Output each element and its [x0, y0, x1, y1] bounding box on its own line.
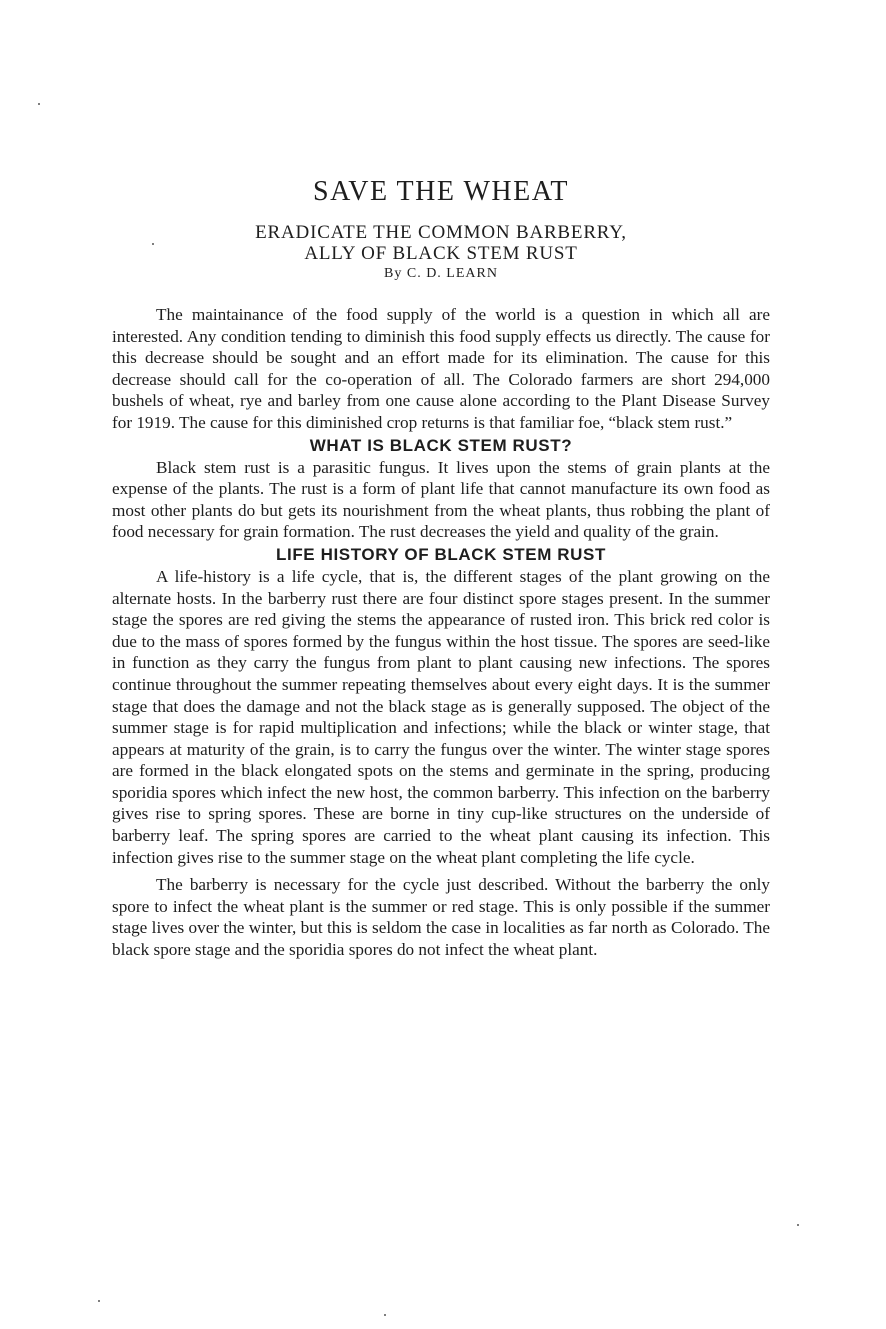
article-subtitle-line2: ALLY OF BLACK STEM RUST: [304, 243, 578, 264]
scan-speck: [797, 1224, 799, 1226]
intro-paragraph: The maintainance of the food supply of the world is a question in which all are interested. Any condition tending to diminish this food supply effects us directly. The cause for this decrease should be sought and an effort made for its elimination. The cause for this decrease should call for the co-operation of all. The Colorado farmers are short 294,000 bushels of wheat, rye and barley from one cause alone according to the Plant Disease Survey for 1919. The cause for this diminished crop returns is that familiar foe, “black stem rust.”: [112, 305, 770, 432]
scan-speck: [38, 103, 40, 105]
what-is-rust-paragraph: Black stem rust is a parasitic fungus. It lives upon the stems of grain plants at the expense of the plants. The rust is a form of plant life that cannot manufacture its own food as most other plants do but gets its nourishment from the wheat plants, thus robbing the plant of food necessary for grain formation. The rust decreases the yield and quality of the grain.: [112, 457, 770, 542]
section-heading-what-is-black-stem-rust: WHAT IS BLACK STEM RUST?: [309, 435, 573, 455]
article-subtitle-line1: ERADICATE THE COMMON BARBERRY,: [255, 222, 627, 243]
life-history-paragraph: A life-history is a life cycle, that is, the different stages of the plant growing on the alternate hosts. In the barberry rust there are four distinct spore stages present. In the summer stage the spores are red giving the stems the appearance of rusted iron. This brick red color is due to the mass of spores formed by the fungus within the host tissue. The spores are seed-like in function as they carry the fungus from plant to plant causing new infections. The spores continue throughout the summer repeating themselves about every eight days. It is the summer stage that does the damage and not the black stage as is generally supposed. The object of the summer stage is for rapid multiplication and infections; while the black or winter stage, that appears at maturity of the grain, is to carry the fungus over the winter. The winter stage spores are formed in the black elongated spots on the stems and germinate in the spring, producing sporidia spores which infect the new host, the common barberry. This infection on the barberry gives rise to spring spores. These are borne in tiny cup-like structures on the underside of barberry leaf. The spring spores are carried to the wheat plant causing its infection. This infection gives rise to the summer stage on the wheat plant completing the life cycle.: [112, 566, 770, 867]
scan-speck: [384, 1314, 386, 1316]
scan-speck: [98, 1300, 100, 1302]
article-byline: By C. D. LEARN: [384, 266, 498, 281]
barberry-paragraph: The barberry is necessary for the cycle just described. Without the barberry the only spore to infect the wheat plant is the summer or red stage. This is only possible if the summer stage lives over the winter, but this is seldom the case in localities as far north as Colorado. The black spore stage and the sporidia spores do not infect the wheat plant.: [112, 875, 770, 960]
section-heading-life-history: LIFE HISTORY OF BLACK STEM RUST: [276, 544, 606, 564]
document-page: [112, 176, 770, 961]
article-title: SAVE THE WHEAT: [313, 176, 569, 207]
scan-speck: [152, 243, 154, 245]
